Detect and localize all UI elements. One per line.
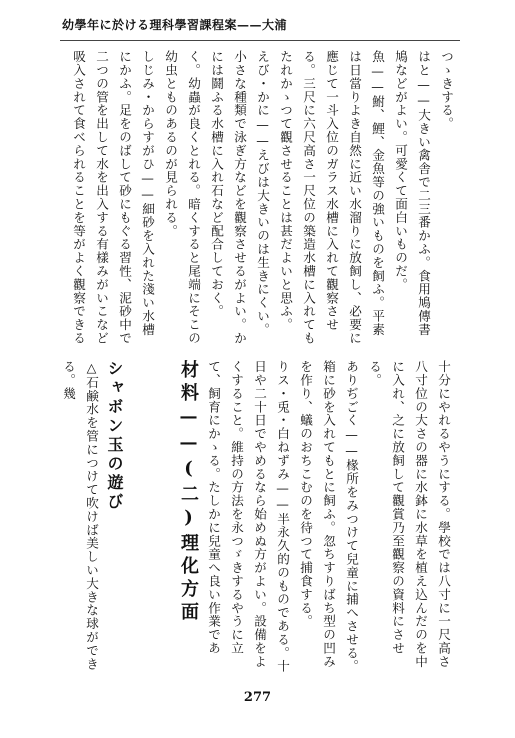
- paragraph: つゝきする。: [439, 50, 454, 131]
- subsection-title: シャボン玉の遊び: [105, 360, 124, 512]
- section-heading: 材料——(二)理化方面: [178, 360, 199, 625]
- paragraph: く。幼蟲が良くとれる。暗くすると尾端にそこの幼虫とものあるのが見られる。: [163, 50, 201, 345]
- paragraph: しじみ・からすがひ——細砂を入れた淺い水槽にかふ。足をのばして砂にもぐる習性、泥砂中で二つの管を出して水を出入する有樣みがいこなど吸入されて食べられることを等がよく觀察できる: [71, 50, 155, 345]
- paragraph: ありぢごく——椽所をみつけて兒童に捕へさせる。箱に砂を入れてもとに飼ふ。忽ちすりばち型の凹みを作り、蟻のおちこむのを待つて捕食する。: [298, 360, 359, 673]
- running-header: 幼學年に於ける理科學習課程案——大浦: [62, 18, 288, 32]
- page-number: 277: [243, 690, 272, 705]
- paragraph: 魚——鮒、鯉、金魚等の強いものを飼ふ。平素は日當りよき自然に近い水溜りに放飼し、必要に應じて一斗入位のガラス水槽に入れて觀察させる。三尺に六尺高さ一尺位の築造水槽に入れてもたれかゝつて觀させることは甚だよいと思ふ。: [278, 50, 385, 345]
- paragraph: はと——大きい禽舎で二三番かふ。食用鳩傳書鳩などがよい。可愛くて面白いものだ。: [393, 50, 431, 337]
- lower-left-text-block: [60, 360, 126, 678]
- header-rule: [60, 40, 460, 41]
- paragraph: 十分にやれるやうにする。學校では八寸に一尺高さ八寸位の大さの器に水鉢に水草を植え込んだのを中に入れ、之に放飼して觀賞乃至觀察の資料にさせる。: [367, 360, 451, 669]
- paragraph: えび・かに——えびは大きいのは生きにくい。小さな種類で泳ぎ方などを觀察させるがよい。かには鬪ふる水槽に入れ石など配合しておく。: [209, 50, 270, 345]
- paragraph: △石鹸水を管につけて吹けば美しい大きな球ができる。幾: [61, 360, 99, 671]
- paragraph: りス・兎・白ねずみ——半永久的のものである。十日や二十日でやめるなら始めぬ方がよい。設備をよくすること。維持の方法を永つゞきするやうに立て、飼育にかゝる。たしかに兒童へ良い作業であ: [206, 360, 290, 673]
- lower-right-text-block: [205, 360, 455, 678]
- upper-text-block: [64, 50, 458, 348]
